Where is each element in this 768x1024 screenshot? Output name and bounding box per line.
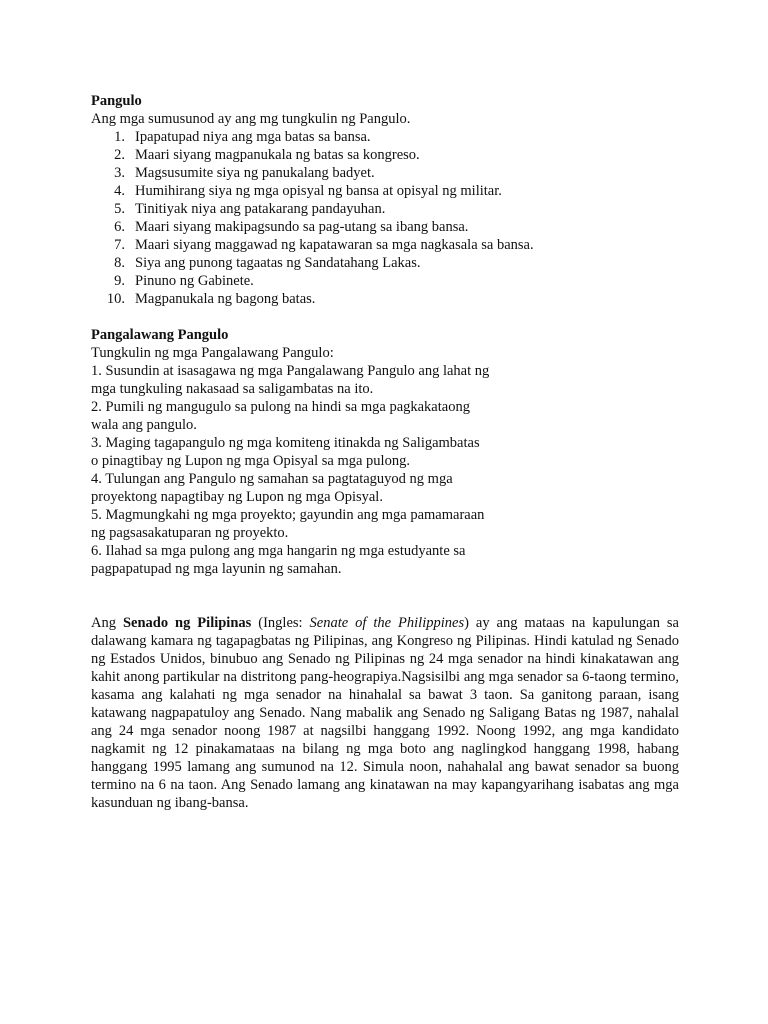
senado-term: Senado ng Pilipinas	[122, 615, 252, 631]
pangulo-heading: Pangulo	[91, 93, 142, 109]
pangalawang-pangulo-line: wala ang pangulo.	[91, 417, 197, 433]
list-number: 3.	[114, 165, 125, 181]
senado-paragraph	[91, 614, 679, 812]
pangalawang-pangulo-heading: Pangalawang Pangulo	[91, 327, 229, 343]
list-text: Tinitiyak niya ang patakarang pandayuhan.	[135, 201, 386, 217]
pangulo-duty-item	[91, 254, 679, 272]
pangulo-duties-list	[91, 128, 679, 308]
list-number: 7.	[114, 237, 125, 253]
pangalawang-pangulo-line: 5. Magmungkahi ng mga proyekto; gayundin ang mga pamamaraan	[91, 507, 485, 523]
pangalawang-pangulo-line: 6. Ilahad sa mga pulong ang mga hangarin ng mga estudyante sa	[91, 543, 466, 559]
pangulo-duty-item	[91, 164, 679, 182]
pangalawang-pangulo-line: 3. Maging tagapangulo ng mga komiteng itinakda ng Saligambatas	[91, 435, 480, 451]
pangalawang-pangulo-line: 4. Tulungan ang Pangulo ng samahan sa pagtataguyod ng mga	[91, 471, 453, 487]
list-number: 1.	[114, 129, 125, 145]
list-text: Ipapatupad niya ang mga batas sa bansa.	[135, 129, 371, 145]
list-text: Pinuno ng Gabinete.	[135, 273, 254, 289]
pangalawang-pangulo-line: ng pagsasakatuparan ng proyekto.	[91, 525, 289, 541]
pangulo-duty-item	[91, 128, 679, 146]
pangalawang-pangulo-line: 2. Pumili ng mangugulo sa pulong na hindi sa mga pagkakataong	[91, 399, 470, 415]
pangulo-duty-item	[91, 182, 679, 200]
list-text: Maari siyang maggawad ng kapatawaran sa mga nagkasala sa bansa.	[135, 237, 534, 253]
list-number: 10.	[106, 291, 125, 307]
list-text: Magsusumite siya ng panukalang badyet.	[135, 165, 375, 181]
list-text: Siya ang punong tagaatas ng Sandatahang Lakas.	[135, 255, 421, 271]
pangulo-duty-item	[91, 200, 679, 218]
pangalawang-pangulo-line: o pinagtibay ng Lupon ng mga Opisyal sa mga pulong.	[91, 453, 410, 469]
pangalawang-pangulo-line: pagpapatupad ng mga layunin ng samahan.	[91, 561, 342, 577]
pangalawang-pangulo-line: 1. Susundin at isasagawa ng mga Pangalawang Pangulo ang lahat ng	[91, 363, 490, 379]
list-number: 6.	[114, 219, 125, 235]
pangalawang-pangulo-line: mga tungkuling nakasaad sa saligambatas na ito.	[91, 381, 374, 397]
spacer	[91, 578, 679, 614]
list-number: 4.	[114, 183, 125, 199]
list-text: Maari siyang makipagsundo sa pag-utang sa ibang bansa.	[135, 219, 469, 235]
list-number: 2.	[114, 147, 125, 163]
list-text: Maari siyang magpanukala ng batas sa kongreso.	[135, 147, 420, 163]
pangalawang-pangulo-duties	[91, 344, 679, 578]
pangulo-duty-item	[91, 218, 679, 236]
senado-body: ) ay ang mataas na kapulungan sa dalawang kamara ng tagapagbatas ng Pilipinas, ang Kongreso ng Pilipinas. Hindi katulad ng Senado ng Estados Unidos, binubuo ang Senado ng Pilipinas ng 24 mga senador na hindi kinakatawan ang kahit anong partikular na distritong pang-heograpiya.Nagsisilbi ang mga senador sa 6-taong termino, kasama ang kalahati ng mga senador na hinahalal sa bawat 3 taon. Sa ganitong paraan, isang katawang nagpapatuloy ang Senado. Nang mabalik ang Senado ng Saligang Batas ng 1987, nahalal ang 24 mga senador noong 1987 at nagsilbi hanggang 1992. Noong 1992, ang mga kandidato nagkamit ng 12 pinakamataas na bilang ng mga boto ang naglingkod hanggang 1998, habang hanggang 1995 lamang ang sumunod na 12. Simula noon, nahahalal ang bawat senador sa buong termino na 6 na taon. Ang Senado lamang ang kinatawan na may kapangyarihang isabatas ang mga kasunduan ng ibang-bansa.	[91, 615, 679, 811]
pangulo-intro: Ang mga sumusunod ay ang mg tungkulin ng Pangulo.	[91, 111, 411, 127]
senado-paren-open: (Ingles:	[251, 615, 310, 631]
pangulo-duty-item	[91, 146, 679, 164]
senado-english-term: Senate of the Philippines	[309, 615, 465, 631]
pangalawang-pangulo-line: Tungkulin ng mga Pangalawang Pangulo:	[91, 345, 334, 361]
pangulo-duty-item	[91, 236, 679, 254]
pangalawang-pangulo-line: proyektong napagtibay ng Lupon ng mga Opisyal.	[91, 489, 383, 505]
pangulo-duty-item	[91, 272, 679, 290]
spacer	[91, 308, 679, 326]
list-number: 5.	[114, 201, 125, 217]
list-text: Humihirang siya ng mga opisyal ng bansa at opisyal ng militar.	[135, 183, 502, 199]
pangulo-duty-item	[91, 290, 679, 308]
list-text: Magpanukala ng bagong batas.	[135, 291, 316, 307]
list-number: 8.	[114, 255, 125, 271]
list-number: 9.	[114, 273, 125, 289]
senado-lead: Ang	[91, 615, 123, 631]
document-content	[91, 92, 679, 812]
